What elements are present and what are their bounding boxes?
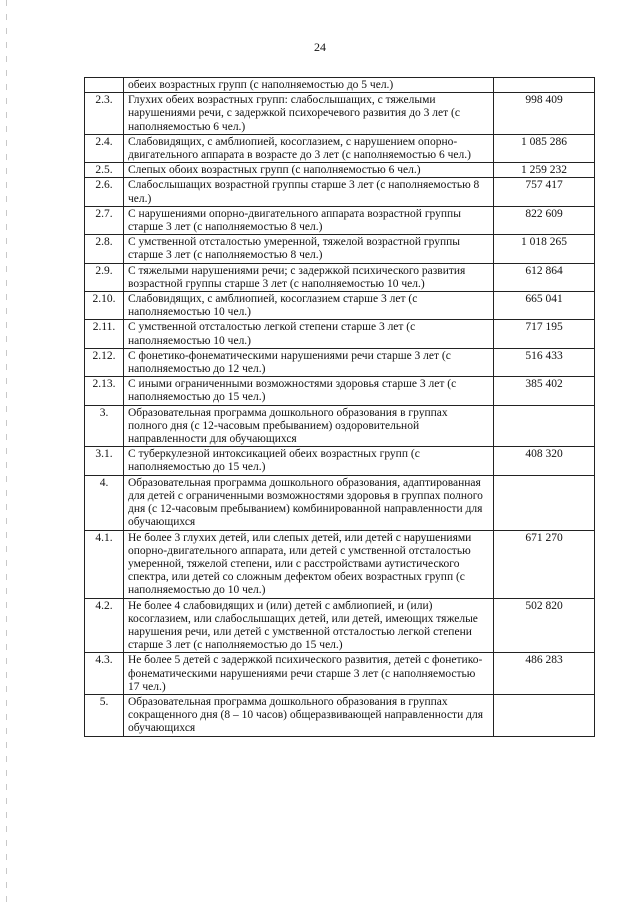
- row-amount: 671 270: [494, 530, 595, 598]
- row-number: 2.6.: [85, 178, 124, 206]
- row-number: 3.: [85, 405, 124, 447]
- row-description: Образовательная программа дошкольного образования, адаптированная для детей с ограниченными возможностями здоровья в группах полного дня (с 12-часовым пребыванием) комбинированной направленности для обучающихся: [124, 475, 494, 530]
- row-amount: 502 820: [494, 598, 595, 653]
- table-row: [85, 405, 595, 447]
- row-amount: 486 283: [494, 653, 595, 695]
- row-amount: 757 417: [494, 178, 595, 206]
- table-row: [85, 78, 595, 93]
- scan-edge-marks: [6, 0, 7, 905]
- row-amount: 1 259 232: [494, 163, 595, 178]
- table-row: [85, 206, 595, 234]
- row-number: 2.11.: [85, 320, 124, 348]
- row-amount: 385 402: [494, 377, 595, 405]
- row-number: 2.13.: [85, 377, 124, 405]
- table-row: [85, 320, 595, 348]
- page-number: 24: [314, 40, 326, 54]
- row-description: Слепых обоих возрастных групп (с наполняемостью 6 чел.): [124, 163, 494, 178]
- row-description: С фонетико-фонематическими нарушениями речи старше 3 лет (с наполняемостью до 12 чел.): [124, 348, 494, 376]
- table-row: [85, 348, 595, 376]
- row-number: 2.10.: [85, 292, 124, 320]
- row-amount: [494, 475, 595, 530]
- row-description: С тяжелыми нарушениями речи; с задержкой психического развития возрастной группы старше 3 лет (с наполняемостью 10 чел.): [124, 263, 494, 291]
- row-amount: 1 018 265: [494, 235, 595, 263]
- row-description: С умственной отсталостью умеренной, тяжелой возрастной группы старше 3 лет (с наполняемостью 8 чел.): [124, 235, 494, 263]
- row-amount: 516 433: [494, 348, 595, 376]
- row-description: Не более 4 слабовидящих и (или) детей с амблиопией, и (или) косоглазием, или слабослышащих детей, или детей, имеющих тяжелые нарушения речи, или детей с умственной отсталостью легкой степени старше 3 лет (с наполняемостью до 15 чел.): [124, 598, 494, 653]
- row-description: Образовательная программа дошкольного образования в группах полного дня (с 12-часовым пребыванием) оздоровительной направленности для обучающихся: [124, 405, 494, 447]
- table-row: [85, 447, 595, 475]
- row-number: 5.: [85, 694, 124, 736]
- row-description: Слабослышащих возрастной группы старше 3 лет (с наполняемостью 8 чел.): [124, 178, 494, 206]
- row-description: Образовательная программа дошкольного образования в группах сокращенного дня (8 – 10 часов) общеразвивающей направленности для обучающихся: [124, 694, 494, 736]
- row-amount: [494, 405, 595, 447]
- row-number: 2.7.: [85, 206, 124, 234]
- table-row: [85, 530, 595, 598]
- table-row: [85, 163, 595, 178]
- table-row: [85, 377, 595, 405]
- table-row: [85, 292, 595, 320]
- row-number: [85, 78, 124, 93]
- row-description: Глухих обеих возрастных групп: слабослышащих, с тяжелыми нарушениями речи, с задержкой психоречевого развития до 3 лет (с наполняемостью 6 чел.): [124, 93, 494, 135]
- table-row: [85, 263, 595, 291]
- row-description: Не более 3 глухих детей, или слепых детей, или детей с нарушениями опорно-двигательного аппарата, или детей с умственной отсталостью умеренной, тяжелой степени, или с расстройствами аутистического спектра, или детей со сложным дефектом обеих возрастных групп (с наполняемостью до 10 чел.): [124, 530, 494, 598]
- table-row: [85, 235, 595, 263]
- table-row: [85, 598, 595, 653]
- row-amount: 717 195: [494, 320, 595, 348]
- row-amount: 1 085 286: [494, 134, 595, 162]
- row-amount: 665 041: [494, 292, 595, 320]
- row-amount: [494, 694, 595, 736]
- row-description: С иными ограниченными возможностями здоровья старше 3 лет (с наполняемостью до 15 чел.): [124, 377, 494, 405]
- row-amount: 822 609: [494, 206, 595, 234]
- funding-table: [84, 77, 595, 737]
- row-description: С умственной отсталостью легкой степени старше 3 лет (с наполняемостью 10 чел.): [124, 320, 494, 348]
- row-number: 4.1.: [85, 530, 124, 598]
- row-number: 2.8.: [85, 235, 124, 263]
- row-amount: 998 409: [494, 93, 595, 135]
- row-description: С туберкулезной интоксикацией обеих возрастных групп (с наполняемостью до 15 чел.): [124, 447, 494, 475]
- table-row: [85, 134, 595, 162]
- table-row: [85, 93, 595, 135]
- table-row: [85, 178, 595, 206]
- row-description: Слабовидящих, с амблиопией, косоглазием, с нарушением опорно-двигательного аппарата в возрасте до 3 лет (с наполняемостью 6 чел.): [124, 134, 494, 162]
- row-description: Не более 5 детей с задержкой психического развития, детей с фонетико-фонематическими нарушениями речи старше 3 лет (с наполняемостью 17 чел.): [124, 653, 494, 695]
- row-number: 2.3.: [85, 93, 124, 135]
- row-description: С нарушениями опорно-двигательного аппарата возрастной группы старше 3 лет (с наполняемостью 8 чел.): [124, 206, 494, 234]
- table-body: [85, 78, 595, 737]
- row-number: 3.1.: [85, 447, 124, 475]
- row-number: 2.4.: [85, 134, 124, 162]
- row-number: 2.12.: [85, 348, 124, 376]
- row-number: 2.9.: [85, 263, 124, 291]
- row-number: 4.: [85, 475, 124, 530]
- row-amount: 408 320: [494, 447, 595, 475]
- table-row: [85, 653, 595, 695]
- row-amount: 612 864: [494, 263, 595, 291]
- row-number: 4.2.: [85, 598, 124, 653]
- row-number: 4.3.: [85, 653, 124, 695]
- table-row: [85, 475, 595, 530]
- table-row: [85, 694, 595, 736]
- row-number: 2.5.: [85, 163, 124, 178]
- row-description: обеих возрастных групп (с наполняемостью до 5 чел.): [124, 78, 494, 93]
- row-description: Слабовидящих, с амблиопией, косоглазием старше 3 лет (с наполняемостью 10 чел.): [124, 292, 494, 320]
- row-amount: [494, 78, 595, 93]
